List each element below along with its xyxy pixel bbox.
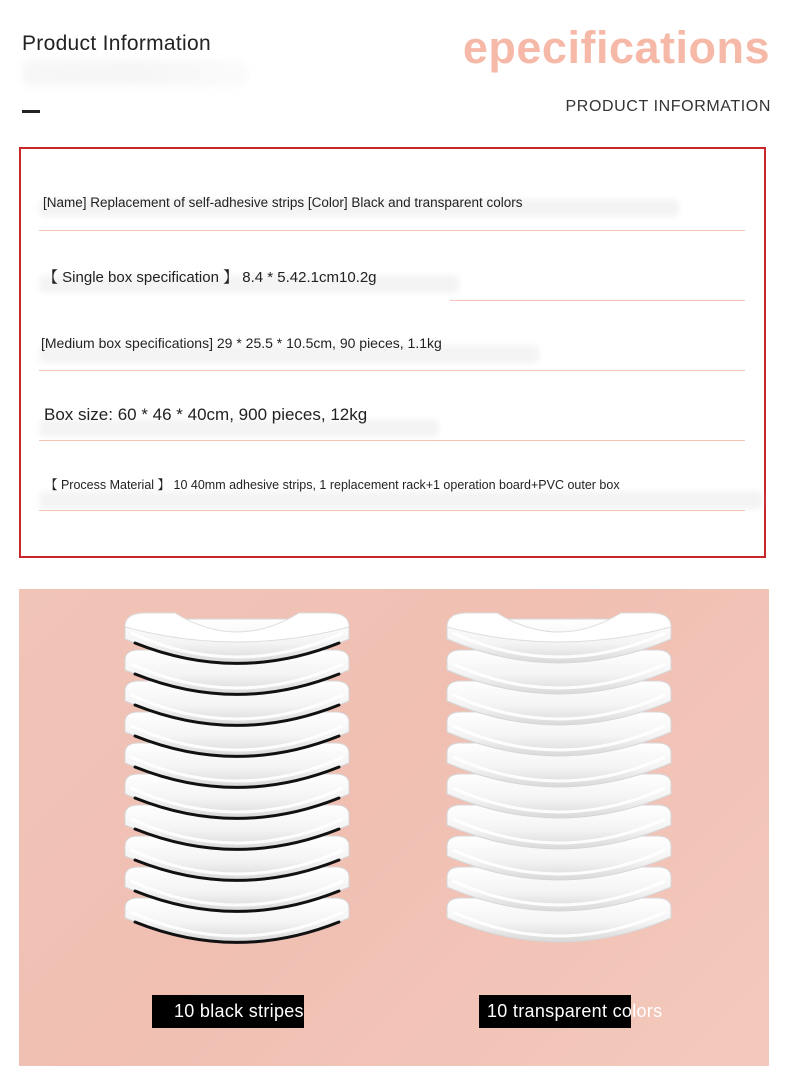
product-photo — [19, 589, 769, 1066]
specification-box — [19, 147, 766, 558]
spec-row-box-size — [39, 371, 745, 441]
spec-divider — [39, 510, 745, 511]
product-information-heading: Product Information — [22, 32, 211, 55]
heading-dash — [22, 110, 40, 113]
blurred-subtitle — [22, 60, 248, 86]
spec-box-size-text: Box size: 60 * 46 * 40cm, 900 pieces, 12kg — [44, 405, 368, 424]
spec-process-material-text: 【 Process Material 】 10 40mm adhesive strips, 1 replacement rack+1 operation board+PVC outer box — [45, 478, 620, 492]
spec-row-single-box — [39, 231, 745, 301]
spec-medium-box-text: [Medium box specifications] 29 * 25.5 * 10.5cm, 90 pieces, 1.1kg — [41, 335, 442, 351]
spec-row-name-color — [39, 161, 745, 231]
spec-single-box-text: 【 Single box specification 】 8.4 * 5.42.1cm10.2g — [43, 269, 377, 286]
spec-row-medium-box — [39, 301, 745, 371]
blur-strip — [39, 491, 763, 509]
product-information-subheading: PRODUCT INFORMATION — [565, 98, 771, 115]
transparent-colors-caption: 10 transparent colors — [479, 995, 631, 1028]
black-strip-stack — [125, 613, 349, 942]
adhesive-strip-stacks-illustration — [19, 589, 769, 1066]
specifications-heading: epecifications — [462, 22, 770, 73]
transparent-strip-stack — [447, 613, 671, 942]
spec-row-process-material — [39, 441, 745, 511]
black-stripes-caption: 10 black stripes — [152, 995, 304, 1028]
spec-name-color-text: [Name] Replacement of self-adhesive strips [Color] Black and transparent colors — [43, 195, 523, 210]
